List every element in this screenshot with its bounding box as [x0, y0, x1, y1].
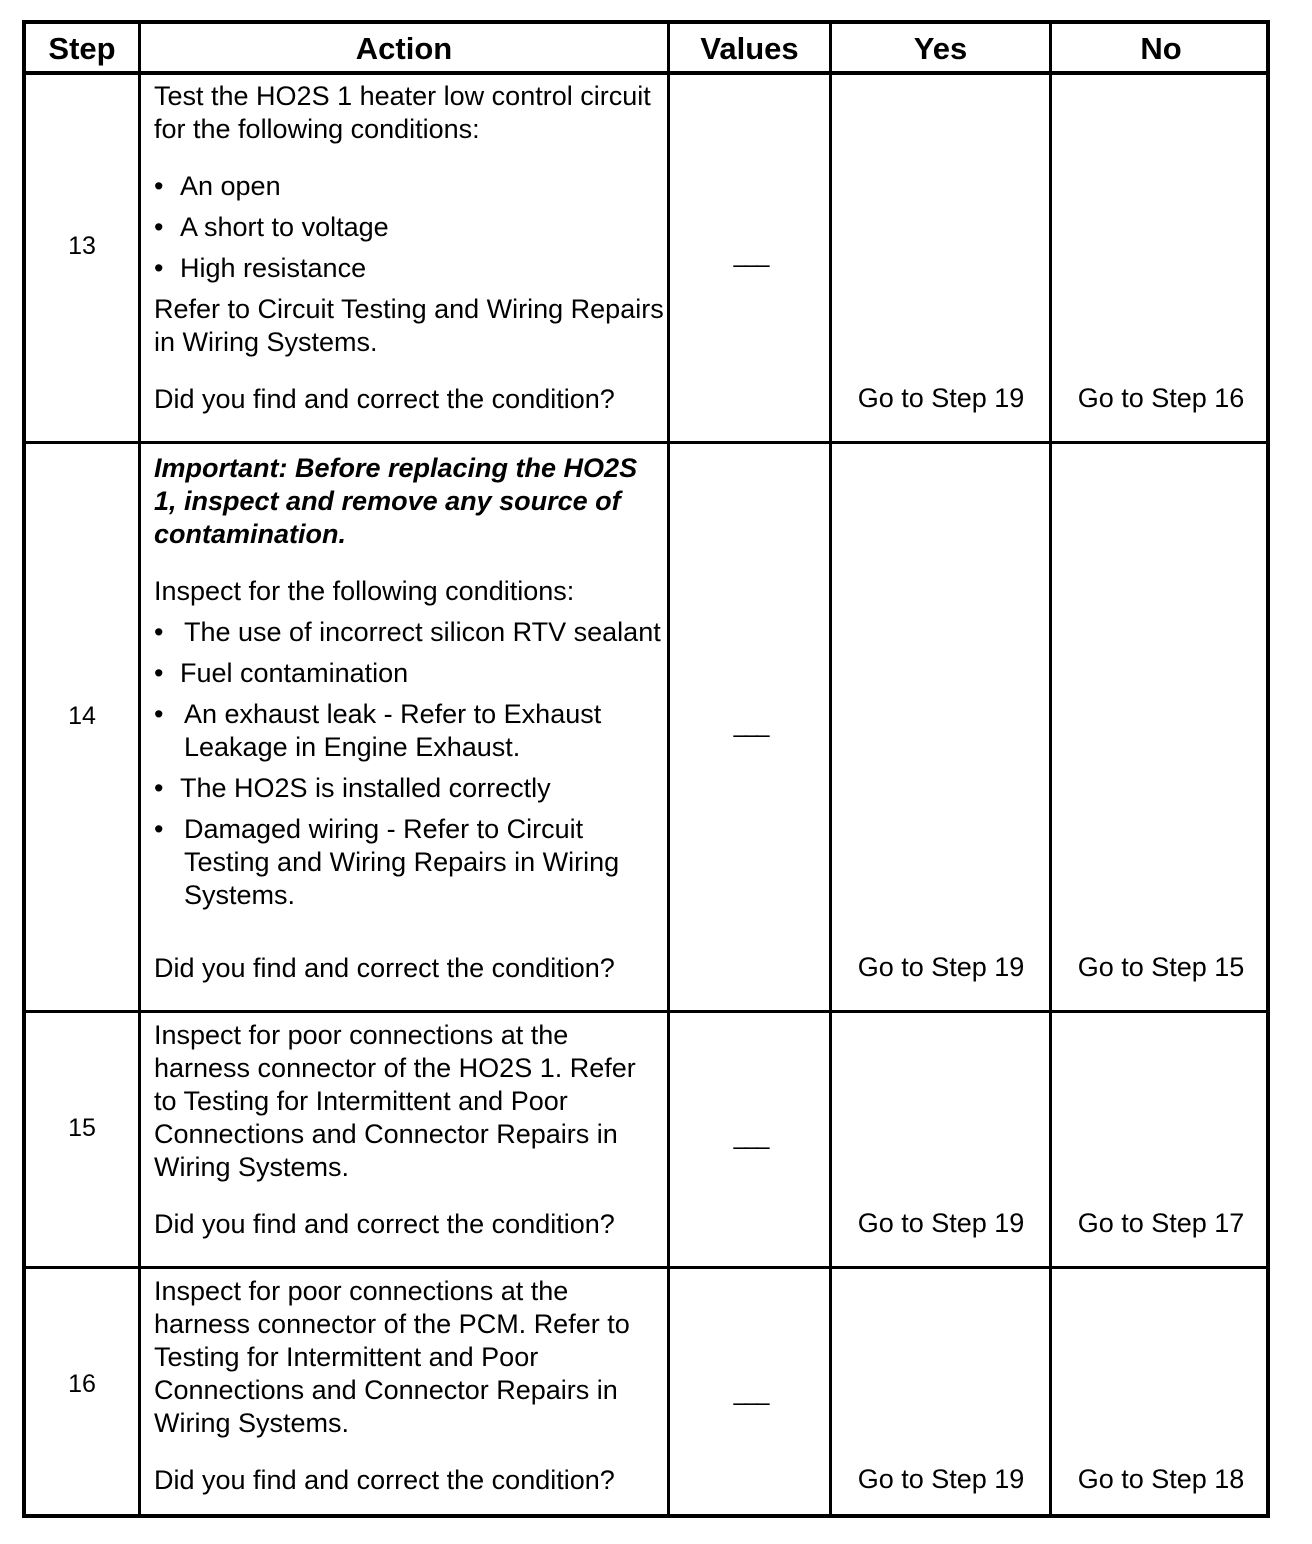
- important-note: Important: Before replacing the HO2S 1, inspect and remove any source of contamination.: [154, 453, 638, 549]
- column-divider: [138, 24, 141, 1514]
- action-intro: Test the HO2S 1 heater low control circuit for the following conditions:: [154, 81, 651, 144]
- row-divider: [26, 441, 1266, 444]
- no-outcome: Go to Step 15: [1077, 952, 1245, 982]
- action-intro: Inspect for the following conditions:: [154, 576, 575, 606]
- list-item: • An open: [154, 171, 281, 201]
- condition-list: [154, 616, 664, 912]
- action-question: Did you find and correct the condition?: [154, 953, 615, 983]
- header-yes: Yes: [913, 31, 968, 66]
- action-question: Did you find and correct the condition?: [154, 1465, 615, 1495]
- yes-outcome: Go to Step 19: [857, 383, 1025, 413]
- list-item: • An exhaust leak - Refer to Exhaust Leakage in Engine Exhaust.: [154, 699, 602, 762]
- row-divider: [26, 1266, 1266, 1269]
- step-number: 13: [68, 232, 96, 260]
- value-placeholder: ___: [733, 240, 767, 268]
- header-no: No: [1140, 31, 1182, 66]
- no-outcome: Go to Step 16: [1077, 383, 1245, 413]
- list-item: • Fuel contamination: [154, 658, 409, 688]
- column-divider: [1049, 24, 1052, 1514]
- value-placeholder: ___: [733, 1378, 767, 1406]
- yes-outcome: Go to Step 19: [857, 1208, 1025, 1238]
- yes-outcome: Go to Step 19: [857, 1464, 1025, 1494]
- value-placeholder: ___: [733, 1122, 767, 1150]
- action-cell: Inspect for poor connections at the harness connector of the PCM. Refer to Testing for Intermittent and Poor Connections and Connector Repairs in Wiring Systems.: [154, 1276, 630, 1438]
- header-values: Values: [700, 31, 799, 66]
- action-reference: Refer to Circuit Testing and Wiring Repairs in Wiring Systems.: [154, 294, 664, 357]
- step-number: 14: [68, 702, 96, 730]
- list-item: • The HO2S is installed correctly: [154, 773, 551, 803]
- action-question: Did you find and correct the condition?: [154, 1209, 615, 1239]
- step-number: 15: [68, 1114, 96, 1142]
- row-divider: [26, 1010, 1266, 1013]
- condition-list: [154, 170, 664, 285]
- list-item: • A short to voltage: [154, 212, 389, 242]
- no-outcome: Go to Step 18: [1077, 1464, 1245, 1494]
- no-outcome: Go to Step 17: [1077, 1208, 1245, 1238]
- action-cell: [154, 452, 664, 920]
- header-action: Action: [355, 31, 453, 66]
- value-placeholder: ___: [733, 710, 767, 738]
- list-item: • Damaged wiring - Refer to Circuit Testing and Wiring Repairs in Wiring Systems.: [154, 814, 620, 910]
- yes-outcome: Go to Step 19: [857, 952, 1025, 982]
- list-item: • High resistance: [154, 253, 367, 283]
- list-item: • The use of incorrect silicon RTV sealant: [154, 617, 661, 647]
- action-cell: Inspect for poor connections at the harness connector of the HO2S 1. Refer to Testing for Intermittent and Poor Connections and Connector Repairs in Wiring Systems.: [154, 1020, 636, 1182]
- header-step: Step: [48, 31, 116, 66]
- action-question: Did you find and correct the condition?: [154, 384, 615, 414]
- action-cell: [154, 80, 664, 359]
- step-number: 16: [68, 1370, 96, 1398]
- diagnostic-table: [22, 20, 1270, 1518]
